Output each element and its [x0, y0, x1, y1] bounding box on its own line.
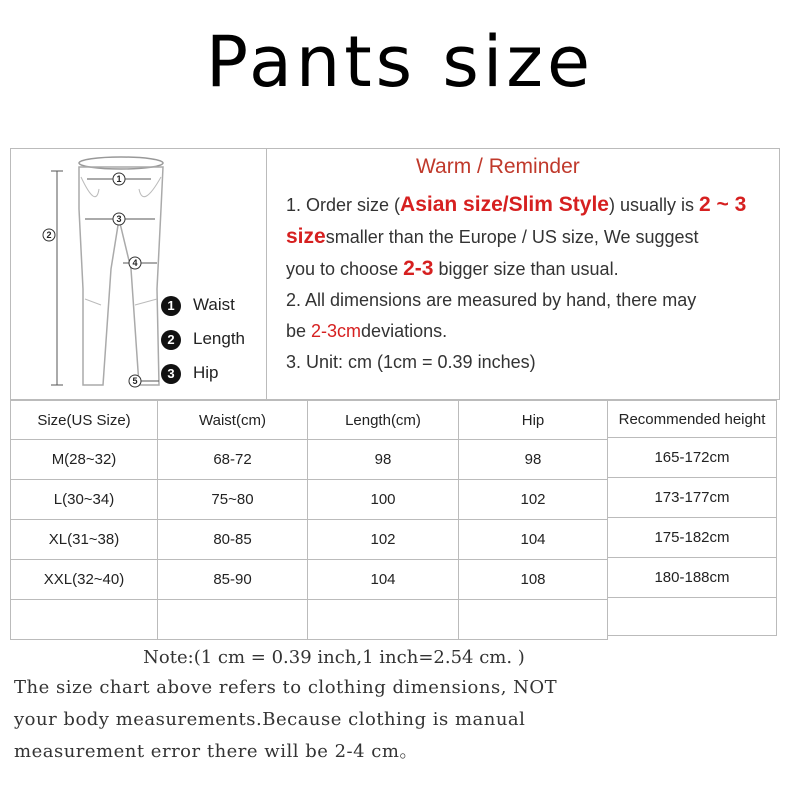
reminder-line-2 [286, 221, 776, 253]
reminder-line-5 [286, 316, 776, 347]
table-row [608, 478, 777, 518]
table-cell: 175-182cm [608, 518, 777, 558]
table-cell: 98 [459, 440, 608, 480]
reminder-text: ) usually is [608, 195, 699, 215]
table-cell: L(30~34) [11, 480, 158, 520]
table-cell: 98 [308, 440, 459, 480]
column-header: Length(cm) [308, 401, 459, 440]
table-cell: 85-90 [158, 560, 308, 600]
table-cell: M(28~32) [11, 440, 158, 480]
reminder-text: smaller than the Europe / US size, We suggest [325, 227, 699, 247]
reminder-highlight: size [286, 225, 326, 248]
legend-number: 2 [161, 330, 181, 350]
legend-item-waist [161, 295, 235, 316]
disclaimer-line-2: your body measurements.Because clothing is manual [14, 709, 526, 730]
table-header-row [608, 401, 777, 438]
height-table [607, 400, 777, 636]
legend-item-length [161, 329, 245, 350]
table-cell: 80-85 [158, 520, 308, 560]
table-cell [308, 600, 459, 640]
table-cell: 165-172cm [608, 438, 777, 478]
table-cell [11, 600, 158, 640]
size-table [10, 400, 608, 640]
disclaimer-line-3: measurement error there will be 2-4 cm。 [14, 741, 418, 762]
table-header-row [11, 401, 608, 440]
table-row-empty [608, 598, 777, 636]
notes-block [14, 644, 794, 768]
reminder-highlight: 2-3cm [311, 321, 362, 341]
reminder-line-3 [286, 253, 776, 285]
table-cell: 68-72 [158, 440, 308, 480]
table-row [608, 438, 777, 478]
table-cell [158, 600, 308, 640]
diagram-mark-1: 1 [116, 174, 122, 184]
reminder-text: 1. Order size ( [286, 195, 401, 215]
table-cell: 102 [459, 480, 608, 520]
table-cell: 108 [459, 560, 608, 600]
legend-number: 1 [161, 296, 181, 316]
table-cell [459, 600, 608, 640]
legend-item-hip [161, 363, 219, 384]
table-row [608, 518, 777, 558]
column-header: Hip [459, 401, 608, 440]
reminder-highlight: 2 ~ 3 [699, 193, 747, 216]
legend-number: 3 [161, 364, 181, 384]
diagram-mark-4: 4 [132, 258, 138, 268]
reminder-text: bigger size than usual. [433, 259, 619, 279]
diagram-mark-3: 3 [116, 214, 122, 224]
reminder-line-6: 3. Unit: cm (1cm = 0.39 inches) [286, 352, 536, 372]
table-cell: 102 [308, 520, 459, 560]
reminder-highlight: 2-3 [403, 257, 434, 280]
table-row-empty [11, 600, 608, 640]
reminder-text: deviations. [361, 321, 448, 341]
table-cell [608, 598, 777, 636]
column-header: Size(US Size) [11, 401, 158, 440]
table-cell: 100 [308, 480, 459, 520]
diagram-mark-2: 2 [46, 230, 52, 240]
table-row [608, 558, 777, 598]
legend-label: Hip [193, 363, 219, 382]
reminder-highlight: Asian size/Slim Style [400, 193, 609, 216]
pants-diagram [11, 149, 267, 399]
page-title: Pants size [205, 21, 595, 103]
unit-note: Note:(1 cm = 0.39 inch,1 inch=2.54 cm. ) [143, 647, 525, 668]
column-header: Waist(cm) [158, 401, 308, 440]
table-row [11, 440, 608, 480]
table-cell: 75~80 [158, 480, 308, 520]
legend-label: Length [193, 329, 245, 348]
reminder-line-4: 2. All dimensions are measured by hand, there may [286, 290, 697, 310]
table-cell: 173-177cm [608, 478, 777, 518]
table-cell: XXL(32~40) [11, 560, 158, 600]
table-cell: XL(31~38) [11, 520, 158, 560]
legend-label: Waist [193, 295, 235, 314]
table-cell: 104 [459, 520, 608, 560]
reminder-line-1 [286, 189, 776, 221]
disclaimer-line-1: The size chart above refers to clothing dimensions, NOT [14, 677, 558, 698]
diagram-mark-5: 5 [132, 376, 138, 386]
table-cell: 104 [308, 560, 459, 600]
table-row [11, 560, 608, 600]
table-row [11, 520, 608, 560]
reminder-text: be [286, 321, 312, 341]
table-row [11, 480, 608, 520]
reminder-title: Warm / Reminder [416, 155, 580, 178]
column-header: Recommended height [608, 401, 777, 438]
pants-icon [11, 149, 266, 399]
table-cell: 180-188cm [608, 558, 777, 598]
reminder-text: you to choose [286, 259, 404, 279]
info-panel [10, 148, 780, 400]
reminder-block [286, 155, 776, 378]
